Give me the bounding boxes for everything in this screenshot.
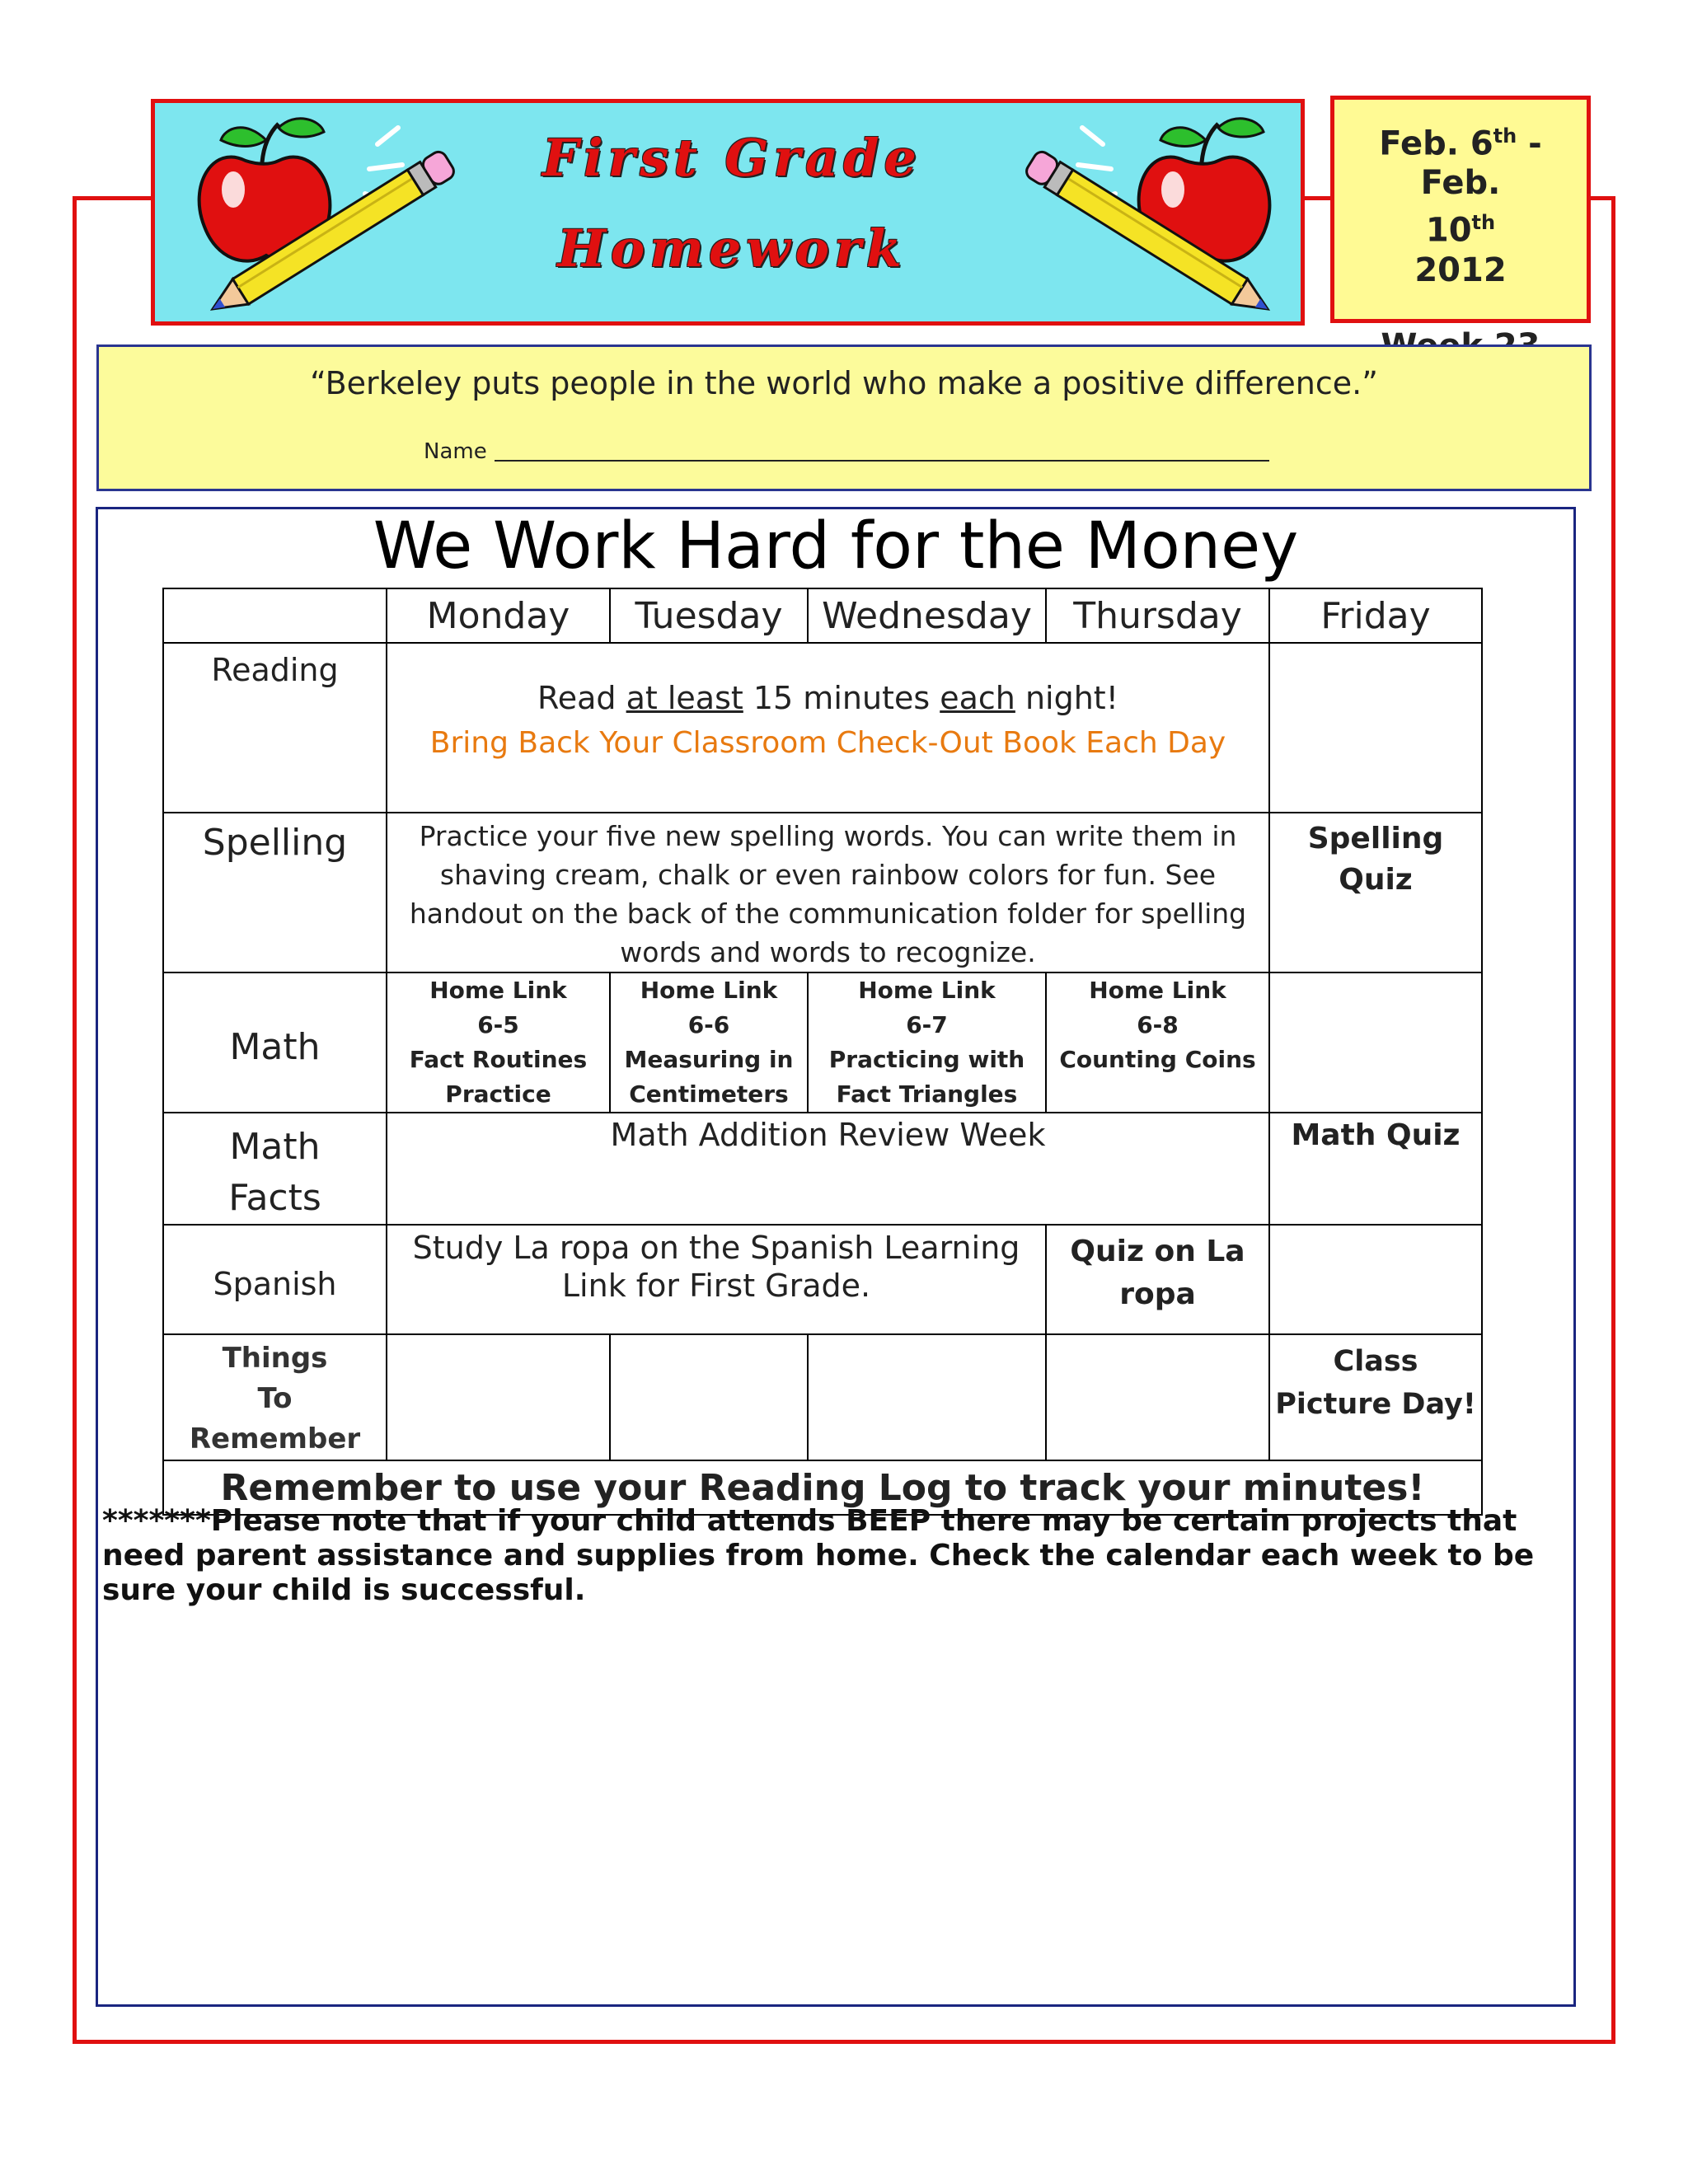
reading-note: Bring Back Your Classroom Check-Out Book Each Day	[429, 726, 1226, 760]
spanish-task: Study La ropa on the Spanish Learning Link for First Grade.	[387, 1225, 1046, 1334]
row-label-math-facts: Math Facts	[163, 1113, 387, 1225]
day-monday: Monday	[387, 588, 610, 643]
date-range-line2: 10th	[1425, 211, 1496, 250]
spanish-friday	[1269, 1225, 1482, 1334]
things-monday	[387, 1334, 610, 1460]
class-picture-day: Class Picture Day!	[1269, 1334, 1482, 1460]
row-label-reading: Reading	[163, 643, 387, 813]
table-row-math-facts	[163, 1113, 1482, 1225]
beep-note: *******Please note that if your child attends BEEP there may be certain projects that need parent assistance and supplies from home. Check the calendar each week to be sure your child is successful.	[102, 1504, 1535, 1607]
spelling-quiz: Spelling Quiz	[1269, 813, 1482, 972]
corner-cell	[163, 588, 387, 643]
table-row-spanish	[163, 1225, 1482, 1334]
things-tuesday	[610, 1334, 808, 1460]
apple-pencil-clipart-right	[987, 111, 1292, 326]
header-banner	[151, 99, 1305, 326]
math-quiz: Math Quiz	[1269, 1113, 1482, 1225]
day-wednesday: Wednesday	[808, 588, 1046, 643]
reading-task	[387, 643, 1269, 813]
date-box	[1330, 96, 1591, 323]
homework-schedule-table	[162, 588, 1481, 1509]
row-label-spelling: Spelling	[163, 813, 387, 972]
table-row-reading	[163, 643, 1482, 813]
day-tuesday: Tuesday	[610, 588, 808, 643]
name-field-line[interactable]	[495, 460, 1269, 462]
row-label-things-to-remember: Things To Remember	[163, 1334, 387, 1460]
table-header-row	[163, 588, 1482, 643]
quote-box	[96, 344, 1592, 491]
table-row-spelling	[163, 813, 1482, 972]
title-homework: Homework	[557, 218, 907, 279]
day-friday: Friday	[1269, 588, 1482, 643]
spanish-quiz: Quiz on La ropa	[1046, 1225, 1269, 1334]
math-wednesday: Home Link 6-7 Practicing with Fact Triangles	[808, 972, 1046, 1113]
motto-quote: “Berkeley puts people in the world who make a positive difference.”	[310, 365, 1378, 401]
math-thursday: Home Link 6-8 Counting Coins	[1046, 972, 1269, 1113]
apple-pencil-clipart-left	[188, 111, 493, 326]
math-tuesday: Home Link 6-6 Measuring in Centimeters	[610, 972, 808, 1113]
reading-log-reminder: Remember to use your Reading Log to track your minutes!	[163, 1460, 1482, 1515]
spelling-task: Practice your five new spelling words. You can write them in shaving cream, chalk or even rainbow colors for fun. See handout on the back of the communication folder for spelling words and words to recognize.	[387, 813, 1269, 972]
table-row-things-to-remember	[163, 1334, 1482, 1460]
reading-friday	[1269, 643, 1482, 813]
math-facts-task: Math Addition Review Week	[387, 1113, 1269, 1225]
things-thursday	[1046, 1334, 1269, 1460]
row-label-math: Math	[163, 972, 387, 1113]
math-friday	[1269, 972, 1482, 1113]
date-range-line1: Feb. 6th - Feb.	[1379, 124, 1542, 203]
name-label: Name	[424, 439, 487, 464]
day-thursday: Thursday	[1046, 588, 1269, 643]
date-year: 2012	[1414, 251, 1507, 289]
things-wednesday	[808, 1334, 1046, 1460]
main-heading: We Work Hard for the Money	[373, 509, 1299, 583]
math-monday: Home Link 6-5 Fact Routines Practice	[387, 972, 610, 1113]
row-label-spanish: Spanish	[163, 1225, 387, 1334]
title-first-grade: First Grade	[542, 128, 921, 188]
table-row-math	[163, 972, 1482, 1113]
reading-instruction: Read at least 15 minutes each night!	[537, 680, 1118, 716]
